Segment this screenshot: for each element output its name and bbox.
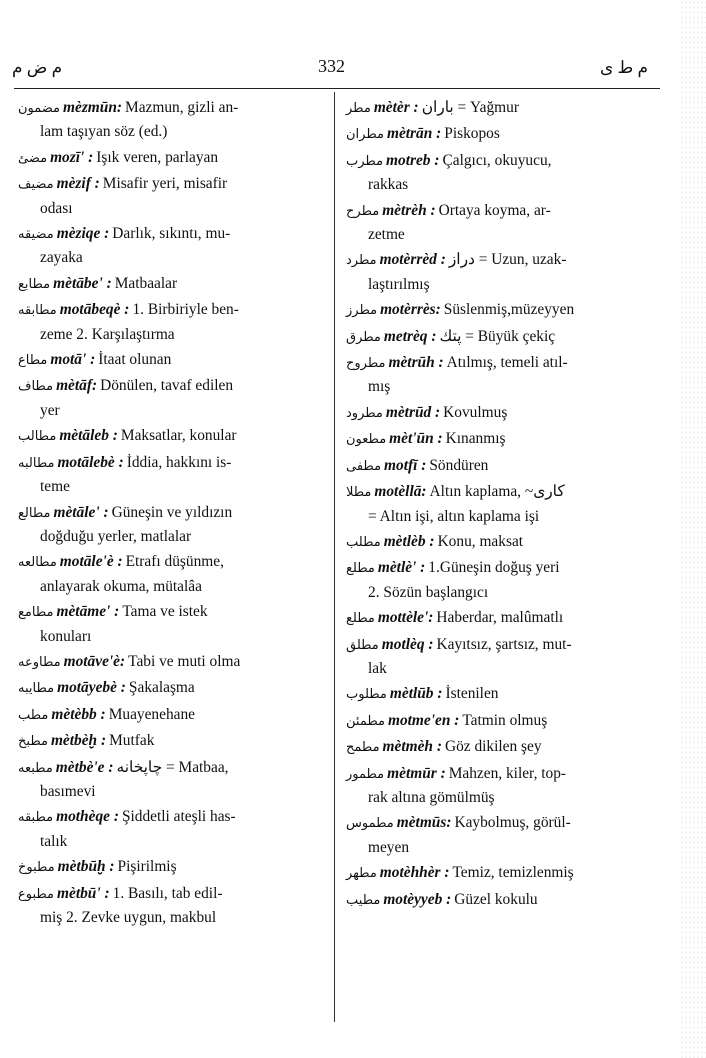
definition-continuation: konuları [40,627,92,645]
arabic-headword: مطابع [18,276,51,292]
definition-text: 1. Birbiriyle ben- [132,301,239,319]
definition-continuation: basımevi [40,782,96,800]
dictionary-entry [346,735,650,759]
definition-continuation: lam taşıyan söz (ed.) [40,123,168,141]
dictionary-entry [18,676,324,700]
transliteration: motme'en : [387,711,460,729]
arabic-headword: مطران [346,127,384,143]
definition-continuation: = Altın işi, altın kaplama işi [368,507,540,525]
definition-text: پتك = Büyük çekiç [439,327,556,345]
arabic-headword: مطالبه [18,455,55,471]
entry-first-line [346,122,650,146]
definition-text: Kayıtsız, şartsız, mut- [436,635,572,653]
arabic-headword: مطبوخ [18,860,55,876]
dictionary-entry [18,650,324,674]
transliteration: mètāme' : [56,603,120,621]
definition-text: دراز = Uzun, uzak- [448,251,567,269]
entry-first-line [18,96,324,120]
definition-text: Haberdar, malûmatlı [436,609,564,627]
entry-first-line [18,348,324,372]
definition-text: Kınanmış [445,430,506,448]
transliteration: mozī' : [50,148,94,166]
arabic-headword: مطلوب [346,687,387,703]
left-column [18,96,324,931]
definition-text: İstenilen [445,685,499,703]
definition-text: Darlık, sıkıntı, mu- [112,225,231,243]
definition-text: Tabi ve muti olma [128,652,241,670]
definition-text: Konu, maksat [437,532,524,550]
definition-continuation: 2. Sözün başlangıcı [368,583,489,601]
dictionary-entry [346,606,650,630]
arabic-headword: مطاع [18,353,48,369]
entry-first-line [346,96,650,120]
arabic-headword: مطاوعه [18,654,61,670]
definition-text: Işık veren, parlayan [96,148,219,166]
transliteration: mètrèh : [382,201,436,219]
entry-first-line [346,427,650,451]
transliteration: motāle'è : [59,553,123,571]
entry-first-line [18,222,324,246]
dictionary-entry [18,374,324,422]
entry-first-line [18,650,324,674]
transliteration: motèrrèd : [379,251,446,269]
arabic-headword: مطيب [346,892,381,908]
arabic-headword: مطرق [346,329,381,345]
transliteration: mètbūḫ : [57,858,115,876]
transliteration: motfī : [384,456,427,474]
entry-first-line [18,374,324,398]
page-header [0,52,706,82]
dictionary-entry [18,729,324,753]
dictionary-entry [346,811,650,859]
definition-continuation: laştırılmış [368,275,430,293]
arabic-headword: مضيقه [18,227,54,243]
dictionary-entry [346,454,650,478]
dictionary-entry [18,424,324,448]
entry-first-line [346,709,650,733]
transliteration: mètèr : [373,99,419,116]
definition-text: Pişirilmiş [117,858,177,876]
arabic-headword: مطهر [346,866,377,882]
dictionary-entry [18,451,324,499]
transliteration: motāve'è: [63,652,126,670]
definition-text: Mazmun, gizli an- [125,99,239,116]
entry-first-line [18,451,324,475]
arabic-headword: مطالعه [18,555,57,571]
definition-text: چاپخانه = Matbaa, [116,758,229,776]
dictionary-entry [346,351,650,399]
transliteration: mèziqe : [56,225,110,243]
transliteration: mètāle' : [53,503,109,521]
entry-first-line [346,762,650,786]
entry-first-line [346,556,650,580]
definition-text: İddia, hakkını is- [126,453,232,471]
definition-text: Şakalaşma [128,679,195,697]
transliteration: mètrūd : [385,403,441,421]
dictionary-entry [346,199,650,247]
entry-first-line [18,172,324,196]
definition-text: باران = Yağmur [421,99,519,116]
entry-first-line [346,325,650,349]
definition-text: Güzel kokulu [454,890,538,908]
dictionary-entry [18,550,324,598]
transliteration: mètèbb : [51,705,106,723]
transliteration: mètlè' : [377,559,426,577]
definition-continuation: zeme 2. Karşılaştırma [40,325,175,343]
definition-text: Maksatlar, konular [120,427,237,445]
arabic-headword: مطرب [346,153,384,169]
transliteration: mèzmūn: [63,99,123,116]
entry-first-line [18,882,324,906]
arabic-headword: مطبقه [18,810,54,826]
transliteration: metrèq : [383,327,437,345]
right-column [346,96,650,914]
transliteration: motèrrès: [380,301,441,319]
definition-text: Etrafı düşünme, [125,553,224,571]
entry-first-line [346,888,650,912]
transliteration: motreb : [386,151,440,169]
dictionary-entry [346,427,650,451]
page-number: 332 [318,56,345,76]
entry-first-line [346,633,650,657]
definition-text: Şiddetli ateşli has- [121,808,236,826]
transliteration: mètlūb : [389,685,443,703]
entry-first-line [346,735,650,759]
entry-first-line [18,703,324,727]
definition-continuation: rakkas [368,176,409,194]
dictionary-entry [346,633,650,681]
definition-continuation: miş 2. Zevke uygun, makbul [40,909,217,926]
entry-first-line [346,682,650,706]
transliteration: mèzif : [56,175,100,193]
dictionary-entry [346,682,650,706]
entry-first-line [346,454,650,478]
dictionary-entry [346,401,650,425]
definition-text: Misafir yeri, misafir [102,175,228,193]
entry-first-line [346,530,650,554]
definition-continuation: odası [40,199,73,217]
arabic-headword: مطايبه [18,681,55,697]
transliteration: motlèq : [381,635,434,653]
arabic-headword: مطرز [346,303,378,319]
header-left-guide: م ض م [12,58,63,77]
definition-text: Muayenehane [108,705,196,723]
definition-text: Ortaya koyma, ar- [438,201,551,219]
arabic-headword: مطب [18,707,49,723]
transliteration: motā' : [50,351,96,369]
definition-continuation: teme [40,478,70,496]
dictionary-entry [18,501,324,549]
entry-first-line [346,811,650,835]
entry-first-line [346,248,650,272]
transliteration: motèyyeb : [383,890,452,908]
transliteration: mètāf: [56,377,98,395]
dictionary-entry [18,855,324,879]
arabic-headword: مطعون [346,432,387,448]
arabic-headword: مطامع [18,605,54,621]
dictionary-entry [18,756,324,804]
transliteration: mètlèb : [383,532,435,550]
transliteration: mètbè'e : [55,758,114,776]
transliteration: motāyebè : [57,679,126,697]
entry-first-line [346,149,650,173]
dictionary-entry [18,348,324,372]
definition-text: Temiz, temizlenmiş [452,864,574,882]
definition-text: Tatmin olmuş [462,711,548,729]
transliteration: motālebè : [57,453,124,471]
definition-text: 1.Güneşin doğuş yeri [428,559,560,577]
transliteration: mottèle': [377,609,434,627]
arabic-headword: مطموس [346,816,394,832]
dictionary-entry [346,248,650,296]
definition-text: Atılmış, temeli atıl- [446,354,568,372]
definition-continuation: doğduğu yerler, matlalar [40,527,192,545]
arabic-headword: مطابقه [18,303,57,319]
transliteration: mèt'ūn : [389,430,443,448]
definition-text: Çalgıcı, okuyucu, [442,151,552,169]
arabic-headword: مطلا [346,485,372,501]
entry-first-line [18,756,324,780]
definition-continuation: rak altına gömülmüş [368,788,495,806]
arabic-headword: مطالب [18,429,57,445]
dictionary-entry [346,709,650,733]
definition-text: Süslenmiş,müzeyyen [443,301,575,319]
transliteration: mothèqe : [56,808,119,826]
transliteration: mètmèh : [382,738,442,756]
definition-continuation: yer [40,401,60,419]
column-divider [334,92,335,1022]
entry-first-line [346,199,650,223]
dictionary-entry [18,222,324,270]
dictionary-entry [18,96,324,144]
entry-first-line [346,351,650,375]
definition-text: Tama ve istek [122,603,208,621]
dictionary-entry [346,480,650,528]
arabic-headword: مضيف [18,177,54,193]
dictionary-entry [18,272,324,296]
arabic-headword: مطرود [346,405,383,421]
dictionary-entry [346,861,650,885]
entry-first-line [18,855,324,879]
definition-continuation: talık [40,832,68,850]
arabic-headword: مطاف [18,379,54,395]
header-rule [14,88,660,89]
definition-text: Kaybolmuş, görül- [454,814,571,832]
entry-first-line [18,424,324,448]
transliteration: mètbū' : [57,884,110,902]
transliteration: mètrān : [386,125,442,143]
definition-continuation: lak [368,659,387,677]
arabic-headword: مطلع [346,561,375,577]
transliteration: mètbèḫ : [50,732,107,750]
dictionary-entry [346,149,650,197]
entry-first-line [18,550,324,574]
entry-first-line [18,805,324,829]
scan-noise [680,0,706,1058]
transliteration: mètmūr : [387,764,446,782]
header-right-guide: م ط ی [599,58,648,77]
definition-continuation: mış [368,378,391,396]
definition-text: Altın kaplama, ~كارى [429,483,565,501]
entry-first-line [18,729,324,753]
entry-first-line [18,501,324,525]
definition-text: Güneşin ve yıldızın [111,503,233,521]
definition-continuation: zetme [368,226,405,244]
dictionary-entry [18,805,324,853]
entry-first-line [346,861,650,885]
definition-text: Matbaalar [114,274,178,292]
transliteration: mètmūs: [396,814,452,832]
dictionary-entry [346,298,650,322]
transliteration: motèllā: [374,483,427,501]
arabic-headword: مطبعه [18,760,53,776]
entry-first-line [18,600,324,624]
arabic-headword: مطلب [346,534,381,550]
dictionary-entry [346,530,650,554]
definition-continuation: zayaka [40,249,83,267]
dictionary-entry [18,600,324,648]
entry-first-line [18,272,324,296]
arabic-headword: مطرح [346,203,380,219]
dictionary-entry [346,325,650,349]
arabic-headword: مطمئن [346,713,385,729]
dictionary-entry [346,96,650,120]
dictionary-entry [346,122,650,146]
transliteration: mètāleb : [59,427,118,445]
definition-continuation: anlayarak okuma, mütalâa [40,577,202,595]
dictionary-entry [18,172,324,220]
definition-continuation: meyen [368,838,410,856]
entry-first-line [346,298,650,322]
definition-text: Söndüren [429,456,489,474]
arabic-headword: مطمح [346,740,380,756]
arabic-headword: مطبوع [18,886,55,902]
definition-text: Dönülen, tavaf edilen [100,377,234,395]
arabic-headword: مطفى [346,458,382,474]
transliteration: mètābe' : [53,274,112,292]
dictionary-entry [346,888,650,912]
arabic-headword: مطلق [346,637,379,653]
dictionary-entry [18,146,324,170]
transliteration: mètrūh : [388,354,444,372]
dictionary-entry [346,762,650,810]
definition-text: Göz dikilen şey [444,738,542,756]
definition-text: İtaat olunan [98,351,172,369]
entry-first-line [18,146,324,170]
dictionary-entry [18,703,324,727]
definition-text: Mahzen, kiler, top- [448,764,567,782]
arabic-headword: مطرد [346,253,377,269]
entry-first-line [346,480,650,504]
definition-text: 1. Basılı, tab edil- [112,884,223,902]
entry-first-line [346,606,650,630]
definition-text: Kovulmuş [443,403,508,421]
dictionary-entry [346,556,650,604]
transliteration: motābeqè : [59,301,130,319]
arabic-headword: مطر [346,101,371,116]
entry-first-line [346,401,650,425]
arabic-headword: مطلع [346,611,375,627]
arabic-headword: مطبخ [18,734,48,750]
arabic-headword: مضئ [18,150,48,166]
arabic-headword: مضمون [18,101,61,116]
definition-text: Mutfak [109,732,155,750]
definition-text: Piskopos [444,125,500,143]
arabic-headword: مطمور [346,766,385,782]
entry-first-line [18,298,324,322]
dictionary-entry [18,882,324,930]
entry-first-line [18,676,324,700]
dictionary-entry [18,298,324,346]
transliteration: motèhhèr : [379,864,450,882]
arabic-headword: مطروح [346,356,386,372]
arabic-headword: مطالع [18,505,51,521]
